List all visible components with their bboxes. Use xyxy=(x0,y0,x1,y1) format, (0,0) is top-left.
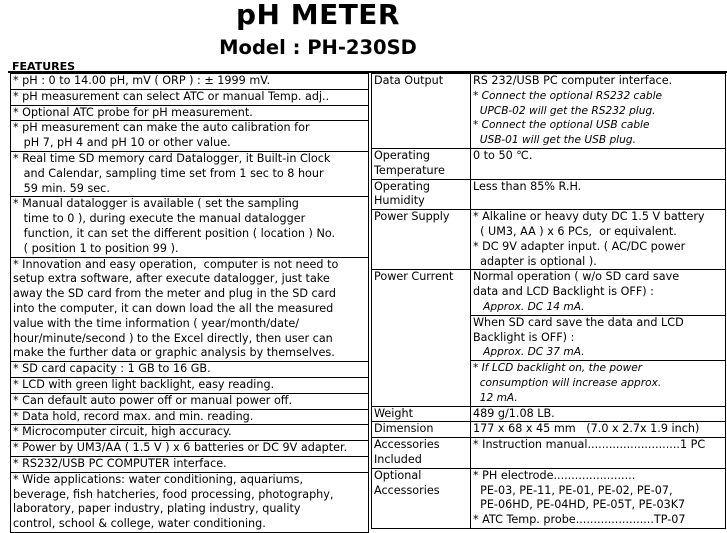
spec-label-line: Optional xyxy=(374,468,422,482)
feature-row xyxy=(11,441,369,457)
spec-row-power-supply xyxy=(372,210,726,270)
feature-line: away the SD card from the meter and plug in the SD card xyxy=(13,287,337,301)
spec-value: * Instruction manual..........................1 PC xyxy=(471,438,726,469)
feature-line: * Innovation and easy operation, computer is not need to xyxy=(13,257,339,271)
feature-row xyxy=(11,393,369,409)
spec-value: 177 x 68 x 45 mm (7.0 x 2.7x 1.9 inch) xyxy=(471,422,726,438)
spec-line: * PH electrode....................... xyxy=(473,468,636,482)
feature-line: * LCD with green light backlight, easy reading. xyxy=(13,377,275,391)
spec-label-line: Humidity xyxy=(374,194,425,208)
spec-row-operating-temperature xyxy=(372,149,726,180)
spec-label: Power Supply xyxy=(372,210,471,270)
feature-line: * Real time SD memory card Datalogger, it Built-in Clock xyxy=(13,151,331,165)
feature-cell xyxy=(11,105,369,121)
spec-line: * Alkaline or heavy duty DC 1.5 V battery xyxy=(473,210,705,224)
spec-line: ( UM3, AA ) x 6 PCs, or equivalent. xyxy=(473,224,677,238)
feature-cell xyxy=(11,409,369,425)
feature-line: control, school & college, water conditioning. xyxy=(13,517,266,531)
model-subtitle: Model : PH-230SD xyxy=(219,36,417,59)
features-heading: FEATURES xyxy=(12,60,76,73)
spec-value xyxy=(471,315,726,360)
feature-line: * SD card capacity : 1 GB to 16 GB. xyxy=(13,362,211,376)
feature-cell xyxy=(11,441,369,457)
spec-value xyxy=(471,468,726,528)
feature-cell xyxy=(11,197,369,257)
page-title: pH METER xyxy=(235,0,400,31)
spec-note: * Connect the optional RS232 cable xyxy=(473,89,663,102)
spec-value: 0 to 50 ℃. xyxy=(471,149,726,180)
feature-row xyxy=(11,121,369,152)
spec-row-optional xyxy=(372,468,726,528)
feature-row xyxy=(11,456,369,472)
spec-row-operating-humidity xyxy=(372,179,726,210)
spec-note: * If LCD backlight on, the power xyxy=(473,362,643,375)
feature-line: * Manual datalogger is available ( set the sampling xyxy=(13,197,299,211)
feature-row xyxy=(11,362,369,378)
feature-line: and Calendar, sampling time set from 1 sec to 8 hour xyxy=(13,166,324,180)
feature-row xyxy=(11,257,369,362)
feature-line: hour/minute/second ) to the Excel directly, then user can xyxy=(13,331,333,345)
spec-label xyxy=(372,438,471,469)
spec-label xyxy=(372,468,471,528)
feature-line: into the computer, it can down load the all the measured xyxy=(13,301,334,315)
spec-row-weight xyxy=(372,406,726,422)
spec-value: Less than 85% R.H. xyxy=(471,179,726,210)
spec-line: PE-06HD, PE-04HD, PE-05T, PE-03K7 xyxy=(473,498,686,512)
feature-cell xyxy=(11,472,369,532)
feature-cell xyxy=(11,425,369,441)
spec-label: Data Output xyxy=(372,74,471,149)
feature-line: value with the time information ( year/month/date/ xyxy=(13,316,300,330)
spec-note: 12 mA. xyxy=(473,391,518,404)
spec-label-line: Accessories xyxy=(374,438,440,452)
feature-cell xyxy=(11,377,369,393)
feature-cell xyxy=(11,257,369,362)
spec-label-line: Temperature xyxy=(374,163,445,177)
spec-label-line: Operating xyxy=(374,149,430,162)
spec-line: Approx. DC 14 mA. xyxy=(473,300,585,313)
spec-label-line: Operating xyxy=(374,179,430,193)
spec-line: RS 232/USB PC computer interface. xyxy=(473,74,673,87)
spec-note: USB-01 will get the USB plug. xyxy=(473,134,636,147)
feature-row xyxy=(11,425,369,441)
feature-line: * RS232/USB PC COMPUTER interface. xyxy=(13,456,227,470)
spec-label xyxy=(372,179,471,210)
feature-cell xyxy=(11,121,369,152)
spec-line: data and LCD Backlight is OFF) : xyxy=(473,285,654,299)
spec-value xyxy=(471,270,726,315)
feature-line: * Can default auto power off or manual power off. xyxy=(13,393,293,407)
feature-line: * Microcomputer circuit, high accuracy. xyxy=(13,425,232,439)
feature-row xyxy=(11,197,369,257)
feature-line: * Power by UM3/AA ( 1.5 V ) x 6 batteries or DC 9V adapter. xyxy=(13,441,348,455)
spec-note: UPCB-02 will get the RS232 plug. xyxy=(473,104,656,117)
feature-line: time to 0 ), during execute the manual datalogger xyxy=(13,212,306,226)
feature-cell xyxy=(11,74,369,90)
spec-label: Dimension xyxy=(372,422,471,438)
spec-row-power-current-a xyxy=(372,270,726,315)
feature-row xyxy=(11,409,369,425)
feature-line: make the further data or graphic analysis by themselves. xyxy=(13,346,335,360)
spec-label: Weight xyxy=(372,406,471,422)
feature-line: * pH measurement can select ATC or manual Temp. adj.. xyxy=(13,89,330,103)
feature-line: ( position 1 to position 99 ). xyxy=(13,241,179,255)
spec-value xyxy=(471,210,726,270)
spec-line: When SD card save the data and LCD xyxy=(473,315,684,329)
spec-line: Backlight is OFF) : xyxy=(473,330,575,344)
spec-note: consumption will increase approx. xyxy=(473,376,662,389)
spec-value xyxy=(471,74,726,149)
spec-label xyxy=(372,149,471,180)
feature-row xyxy=(11,74,369,90)
feature-line: * pH measurement can make the auto calibration for xyxy=(13,121,310,135)
feature-cell xyxy=(11,456,369,472)
feature-cell xyxy=(11,362,369,378)
spec-line: PE-03, PE-11, PE-01, PE-02, PE-07, xyxy=(473,483,673,497)
feature-line: beverage, fish hatcheries, food processing, photography, xyxy=(13,487,334,501)
spec-line: * ATC Temp. probe......................TP-07 xyxy=(473,513,686,527)
spec-note: * Connect the optional USB cable xyxy=(473,119,650,132)
feature-line: function, it can set the different position ( location ) No. xyxy=(13,226,336,240)
feature-row xyxy=(11,89,369,105)
spec-row-accessories xyxy=(372,438,726,469)
feature-line: * pH : 0 to 14.00 pH, mV ( ORP ) : ± 1999 mV. xyxy=(13,74,270,87)
feature-cell xyxy=(11,393,369,409)
specs-table xyxy=(371,73,726,529)
feature-line: * Data hold, record max. and min. reading. xyxy=(13,409,254,423)
feature-row xyxy=(11,105,369,121)
spec-line: Normal operation ( w/o SD card save xyxy=(473,270,680,284)
feature-row xyxy=(11,377,369,393)
spec-label: Power Current xyxy=(372,270,471,406)
spec-value: 489 g/1.08 LB. xyxy=(471,406,726,422)
features-table xyxy=(10,73,369,533)
feature-cell xyxy=(11,151,369,196)
feature-line: laboratory, paper industry, plating industry, quality xyxy=(13,502,301,516)
feature-line: * Wide applications: water conditioning, aquariums, xyxy=(13,472,304,486)
feature-line: setup extra software, after execute datalogger, just take xyxy=(13,272,330,286)
feature-line: * Optional ATC probe for pH measurement. xyxy=(13,105,253,119)
spec-line: Approx. DC 37 mA. xyxy=(473,346,585,359)
spec-line: * DC 9V adapter input. ( AC/DC power xyxy=(473,239,686,253)
spec-value xyxy=(471,361,726,406)
spec-row-data-output xyxy=(372,74,726,149)
feature-row xyxy=(11,472,369,532)
spec-line: adapter is optional ). xyxy=(473,254,597,268)
feature-line: 59 min. 59 sec. xyxy=(13,181,110,195)
spec-label-line: Accessories xyxy=(374,483,440,497)
spec-label-line: Included xyxy=(374,452,422,466)
feature-line: pH 7, pH 4 and pH 10 or other value. xyxy=(13,136,231,150)
spec-row-dimension xyxy=(372,422,726,438)
feature-row xyxy=(11,151,369,196)
feature-cell xyxy=(11,89,369,105)
